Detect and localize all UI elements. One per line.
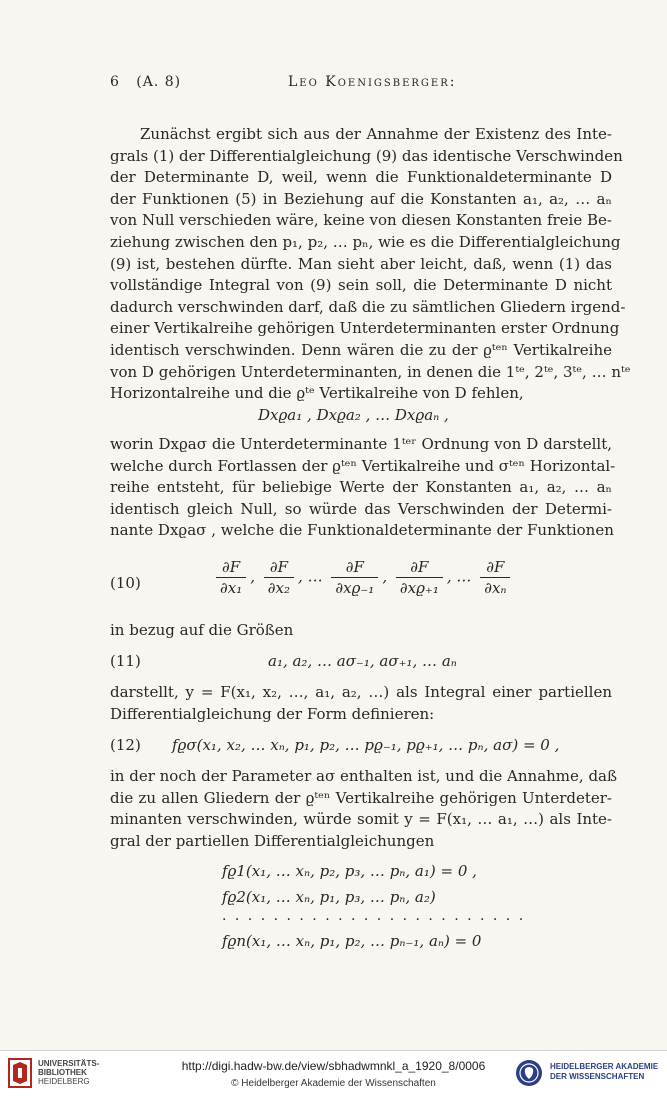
text-line: in bezug auf die Größen	[110, 621, 294, 639]
system-ellipsis-dots: . . . . . . . . . . . . . . . . . . . . . . . .	[222, 908, 526, 924]
text-line: von Null verschieden wäre, keine von diesen Konstanten freie Be-	[110, 211, 612, 230]
line-bezug	[110, 620, 612, 642]
text-line: minanten verschwinden, würde somit y = F(x₁, … a₁, …) als Inte-	[110, 810, 612, 829]
text-line: worin Dxϱaσ die Unterdeterminante 1ᵗᵉʳ Ordnung von D darstellt,	[110, 435, 612, 453]
text-line: Zunächst ergibt sich aus der Annahme der Existenz des Inte-	[140, 125, 612, 143]
text-line: reihe entsteht, für beliebige Werte der Konstanten a₁, a₂, … aₙ	[110, 478, 612, 497]
text-line: der Funktionen (5) in Beziehung auf die Konstanten a₁, a₂, … aₙ	[110, 189, 612, 208]
equation-number-11: (11)	[110, 652, 141, 670]
library-name-line: HEIDELBERG	[38, 1077, 90, 1086]
text-line: identisch gleich Null, so würde das Verschwinden der Determi-	[110, 499, 612, 518]
partial-fraction	[216, 558, 246, 597]
paragraph-2	[110, 434, 616, 542]
running-title: Leo Koenigsberger:	[288, 74, 457, 90]
separator: , …	[298, 567, 323, 586]
text-line: in der noch der Parameter aσ enthalten ist, und die Annahme, daß	[110, 767, 618, 785]
equation-10	[212, 558, 514, 597]
page-number-text: 6	[110, 74, 120, 90]
text-line: gral der partiellen Differentialgleichungen	[110, 831, 435, 850]
permalink-url[interactable]: http://digi.hadw-bw.de/view/sbhadwmnkl_a_1920_8/0006	[181, 1059, 486, 1073]
text-line: von D gehörigen Unterdeterminanten, in denen die 1ᵗᵉ, 2ᵗᵉ, 3ᵗᵉ, … nᵗᵉ	[110, 362, 631, 381]
system-equation-1: fϱ1(x₁, … xₙ, p₂, p₃, … pₙ, a₁) = 0 ,	[222, 862, 477, 880]
text-line: der Determinante D, weil, wenn die Funktionaldeterminante D	[110, 168, 612, 187]
separator: , …	[446, 567, 472, 586]
academy-name-line: DER WISSENSCHAFTEN	[550, 1072, 645, 1081]
academy-name	[550, 1062, 658, 1082]
frac-numerator: ∂F	[264, 558, 294, 578]
frac-denominator: ∂x₁	[220, 579, 243, 597]
partial-fraction	[331, 558, 378, 597]
frac-denominator: ∂xϱ₋₁	[335, 579, 375, 597]
partial-fraction	[396, 558, 443, 597]
text-line: Differentialgleichung der Form definieren:	[110, 704, 435, 723]
text-line: identisch verschwinden. Denn wären die zu der ϱᵗᵉⁿ Vertikalreihe	[110, 340, 612, 359]
paragraph-1	[110, 124, 631, 405]
text-line: die zu allen Gliedern der ϱᵗᵉⁿ Vertikalreihe gehörigen Unterdeter-	[110, 788, 612, 807]
library-name-line: UNIVERSITÄTS-	[38, 1059, 100, 1068]
frac-numerator: ∂F	[480, 558, 510, 578]
text-line: nante Dxϱaσ , welche die Funktionaldeterminante der Funktionen	[110, 521, 614, 540]
paragraph-3	[110, 682, 612, 725]
separator: ,	[250, 567, 256, 586]
viewer-footer	[0, 1050, 667, 1096]
text-line: vollständige Integral von (9) sein soll, die Determinante D nicht	[110, 276, 612, 295]
text-line: grals (1) der Differentialgleichung (9) das identische Verschwinden	[110, 146, 623, 165]
separator: ,	[382, 567, 388, 586]
equation-number-10: (10)	[110, 574, 141, 592]
frac-denominator: ∂x₂	[267, 579, 291, 597]
equation-12: fϱσ(x₁, x₂, … xₙ, p₁, p₂, … pϱ₋₁, pϱ₊₁, … pₙ, aσ) = 0 ,	[172, 736, 560, 754]
system-equation-2: fϱ2(x₁, … xₙ, p₁, p₃, … pₙ, a₂)	[222, 888, 436, 906]
library-name-line: BIBLIOTHEK	[38, 1068, 87, 1077]
frac-numerator: ∂F	[396, 558, 443, 578]
text-line: Horizontalreihe und die ϱᵗᵉ Vertikalreihe von D fehlen,	[110, 384, 524, 403]
text-line: ziehung zwischen den p₁, p₂, … pₙ, wie es die Differentialgleichung	[110, 232, 621, 251]
text-line: einer Vertikalreihe gehörigen Unterdeterminanten erster Ordnung	[110, 319, 620, 338]
frac-numerator: ∂F	[216, 558, 246, 578]
text-line: welche durch Fortlassen der ϱᵗᵉⁿ Vertikalreihe und σᵗᵉⁿ Horizontal-	[110, 456, 616, 475]
equation-number-12: (12)	[110, 736, 141, 754]
academy-seal-icon	[514, 1057, 544, 1089]
frac-denominator: ∂xϱ₊₁	[399, 579, 439, 597]
partial-fraction	[480, 558, 510, 597]
frac-denominator: ∂xₙ	[484, 579, 507, 597]
text-line: (9) ist, bestehen dürfte. Man sieht aber leicht, daß, wenn (1) das	[110, 254, 612, 273]
frac-numerator: ∂F	[331, 558, 378, 578]
partial-fraction	[264, 558, 294, 597]
paragraph-4	[110, 766, 618, 852]
section-ref: (A. 8)	[136, 74, 182, 90]
page-number	[110, 74, 181, 90]
formula-subdeterminants: Dxϱa₁ , Dxϱa₂ , … Dxϱaₙ ,	[258, 406, 449, 424]
system-equation-n: fϱn(x₁, … xₙ, p₁, p₂, … pₙ₋₁, aₙ) = 0	[222, 932, 482, 950]
text-line: dadurch verschwinden darf, daß die zu sämtlichen Gliedern irgend-	[110, 297, 626, 316]
text-line: darstellt, y = F(x₁, x₂, …, a₁, a₂, …) als Integral einer partiellen	[110, 683, 612, 701]
academy-name-line: HEIDELBERGER AKADEMIE	[550, 1062, 659, 1071]
equation-11: a₁, a₂, … aσ₋₁, aσ₊₁, … aₙ	[268, 652, 457, 670]
copyright-notice: © Heidelberger Akademie der Wissenschaften	[231, 1078, 436, 1089]
